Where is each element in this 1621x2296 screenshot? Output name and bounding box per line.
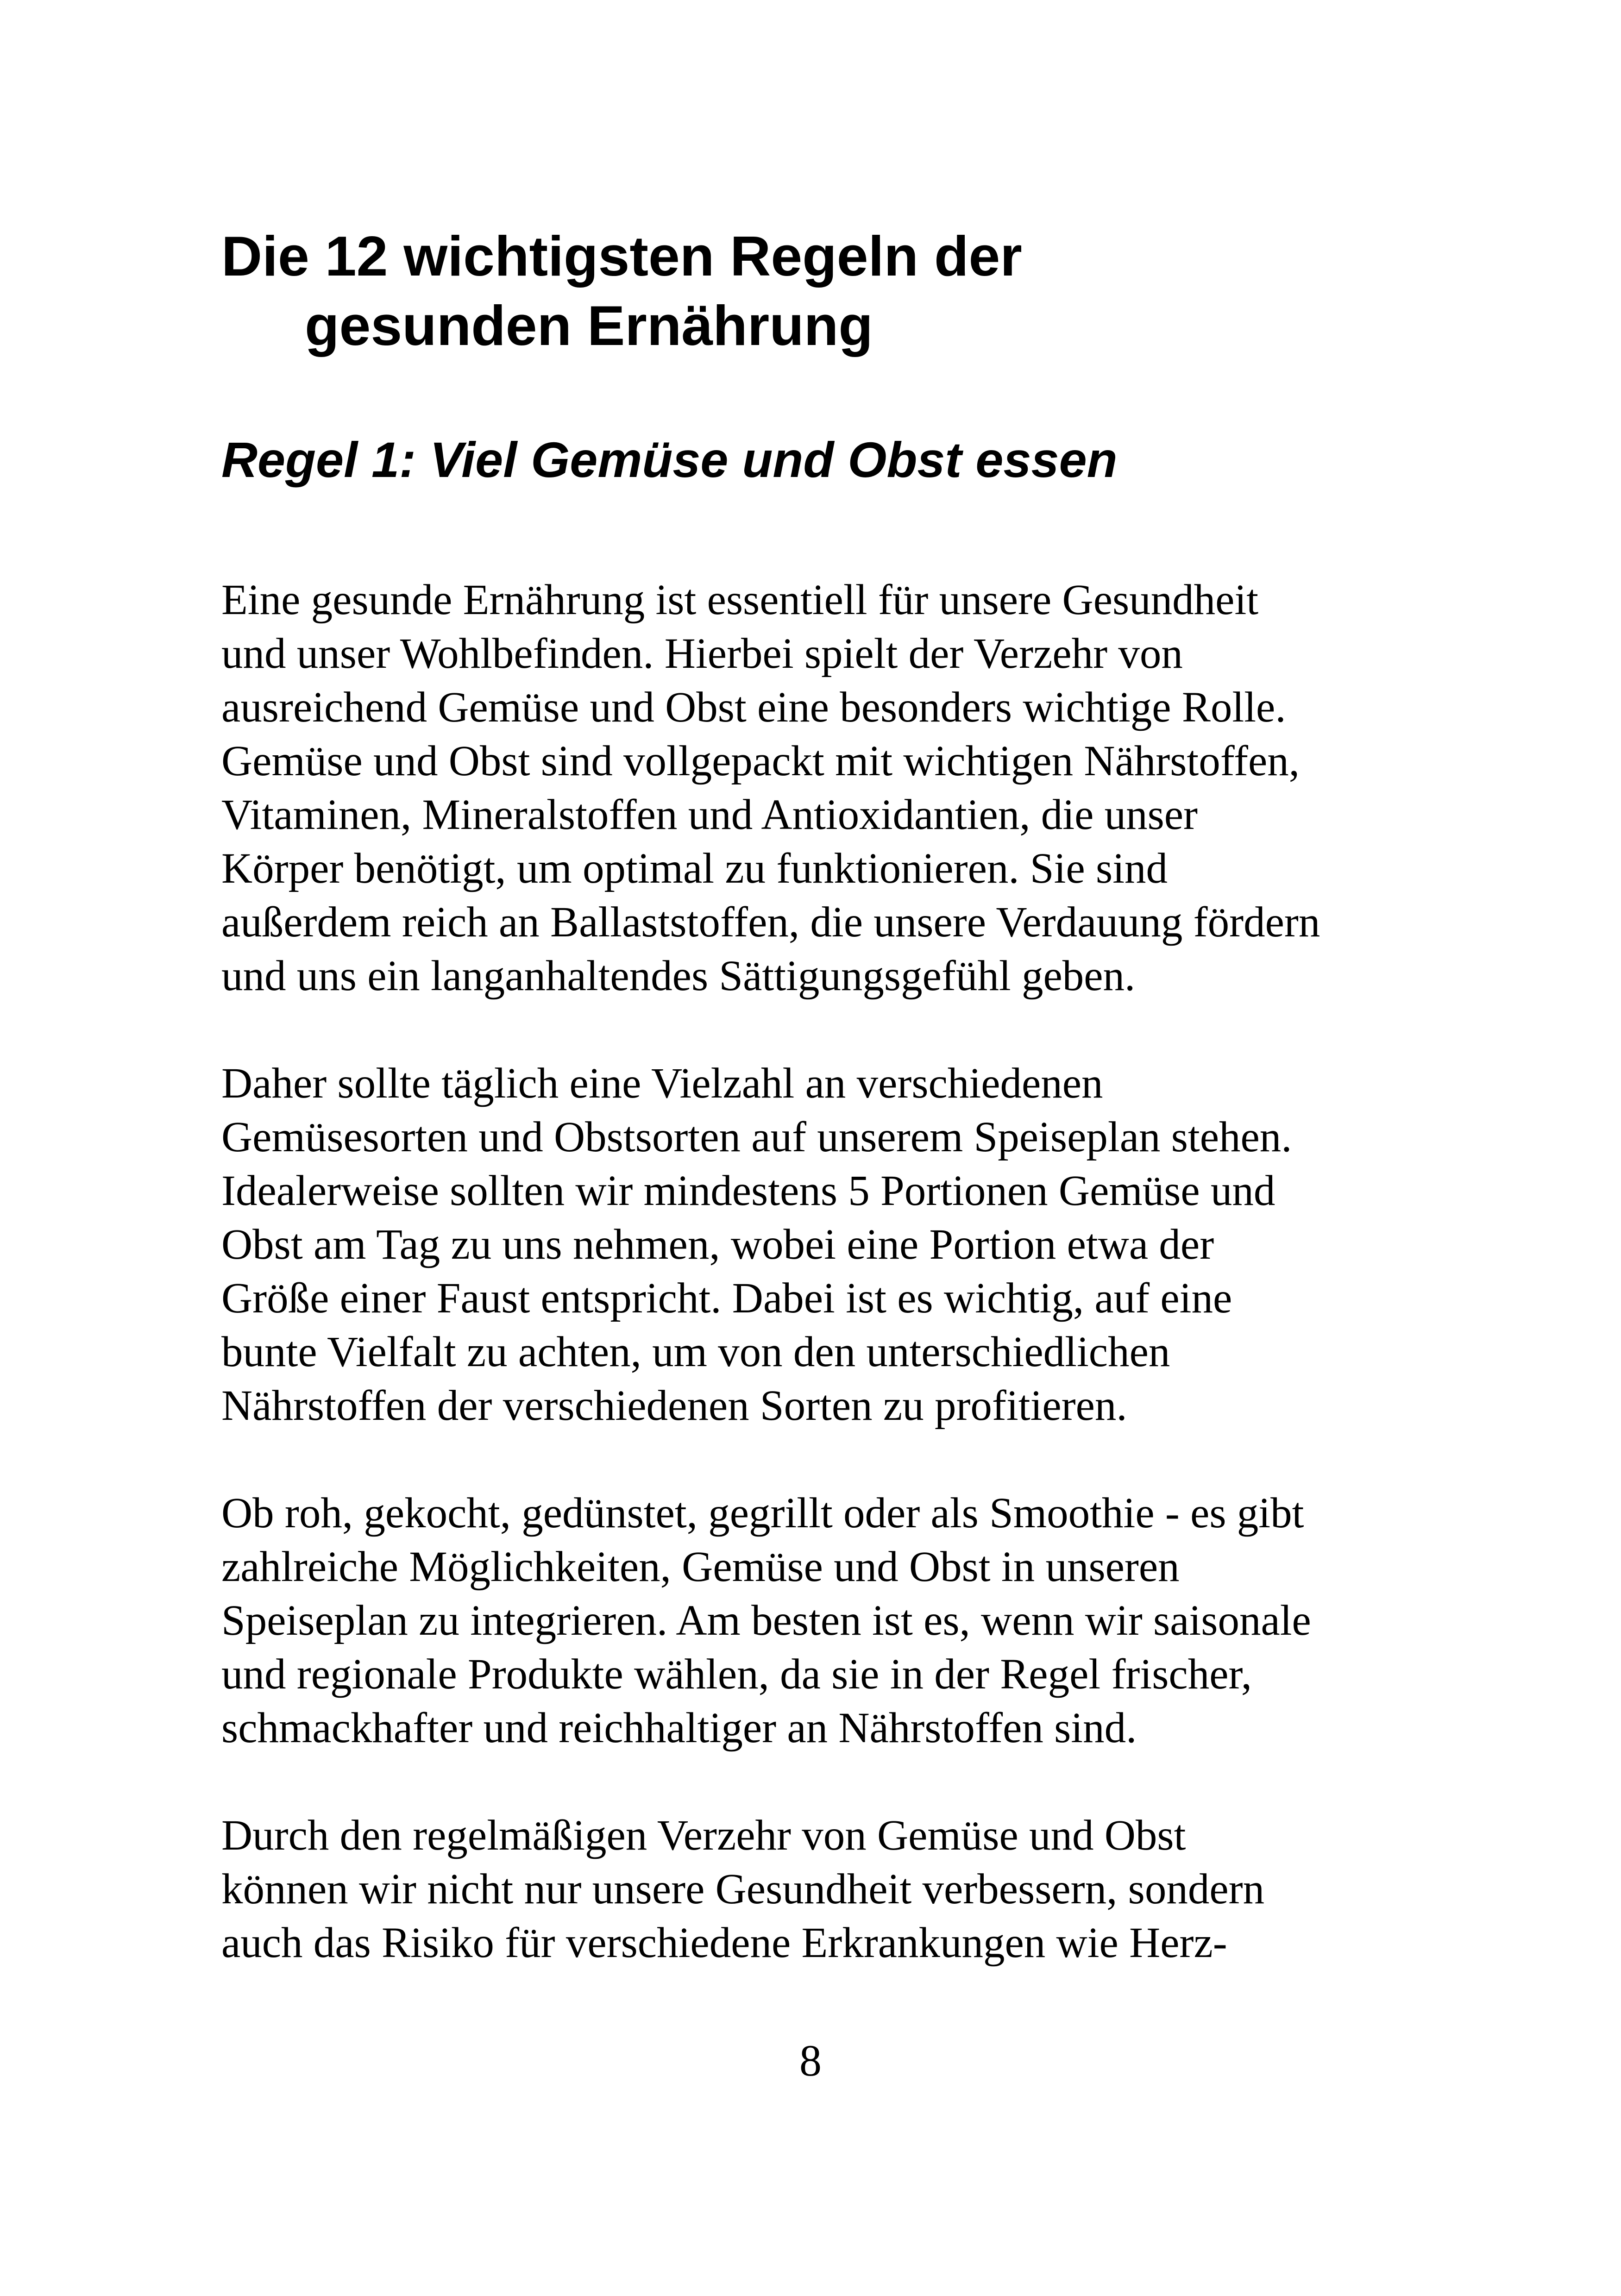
text-line: Eine gesunde Ernährung ist essentiell für unsere Gesundheit [221, 576, 1259, 624]
text-line: Speiseplan zu integrieren. Am besten ist es, wenn wir saisonale [221, 1597, 1311, 1644]
chapter-title [221, 221, 1022, 360]
text-line: können wir nicht nur unsere Gesundheit verbessern, sondern [221, 1865, 1265, 1913]
text-line: ausreichend Gemüse und Obst eine besonders wichtige Rolle. [221, 684, 1286, 731]
paragraph-2 [221, 1057, 1426, 1433]
chapter-title-line-1: Die 12 wichtigsten Regeln der [221, 225, 1022, 288]
paragraph-3 [221, 1487, 1426, 1755]
text-line: Nährstoffen der verschiedenen Sorten zu profitieren. [221, 1382, 1127, 1430]
text-line: Größe einer Faust entspricht. Dabei ist es wichtig, auf eine [221, 1274, 1232, 1322]
page-number: 8 [799, 2036, 822, 2085]
text-line: schmackhafter und reichhaltiger an Nährstoffen sind. [221, 1704, 1137, 1752]
chapter-title-line-2: gesunden Ernährung [305, 294, 873, 357]
text-line: Gemüse und Obst sind vollgepackt mit wichtigen Nährstoffen, [221, 737, 1300, 785]
text-line: Idealerweise sollten wir mindestens 5 Portionen Gemüse und [221, 1167, 1275, 1215]
body-text [221, 573, 1426, 2024]
text-line: und regionale Produkte wählen, da sie in der Regel frischer, [221, 1650, 1252, 1698]
text-line: Gemüsesorten und Obstsorten auf unserem Speiseplan stehen. [221, 1113, 1292, 1161]
text-line: auch das Risiko für verschiedene Erkrankungen wie Herz- [221, 1919, 1227, 1967]
text-line: Durch den regelmäßigen Verzehr von Gemüse und Obst [221, 1812, 1186, 1859]
text-line: Daher sollte täglich eine Vielzahl an verschiedenen [221, 1060, 1103, 1107]
paragraph-4 [221, 1809, 1426, 1970]
text-line: außerdem reich an Ballaststoffen, die unsere Verdauung fördern [221, 898, 1320, 946]
text-line: Obst am Tag zu uns nehmen, wobei eine Portion etwa der [221, 1221, 1214, 1268]
text-line: und uns ein langanhaltendes Sättigungsgefühl geben. [221, 952, 1136, 1000]
paragraph-1 [221, 573, 1426, 1003]
text-line: Körper benötigt, um optimal zu funktionieren. Sie sind [221, 845, 1168, 892]
text-line: Ob roh, gekocht, gedünstet, gegrillt oder als Smoothie - es gibt [221, 1489, 1304, 1537]
text-line: Vitaminen, Mineralstoffen und Antioxidantien, die unser [221, 791, 1198, 839]
section-heading: Regel 1: Viel Gemüse und Obst essen [221, 432, 1118, 488]
text-line: und unser Wohlbefinden. Hierbei spielt der Verzehr von [221, 630, 1183, 678]
text-line: bunte Vielfalt zu achten, um von den unterschiedlichen [221, 1328, 1170, 1376]
text-line: zahlreiche Möglichkeiten, Gemüse und Obst in unseren [221, 1543, 1180, 1591]
